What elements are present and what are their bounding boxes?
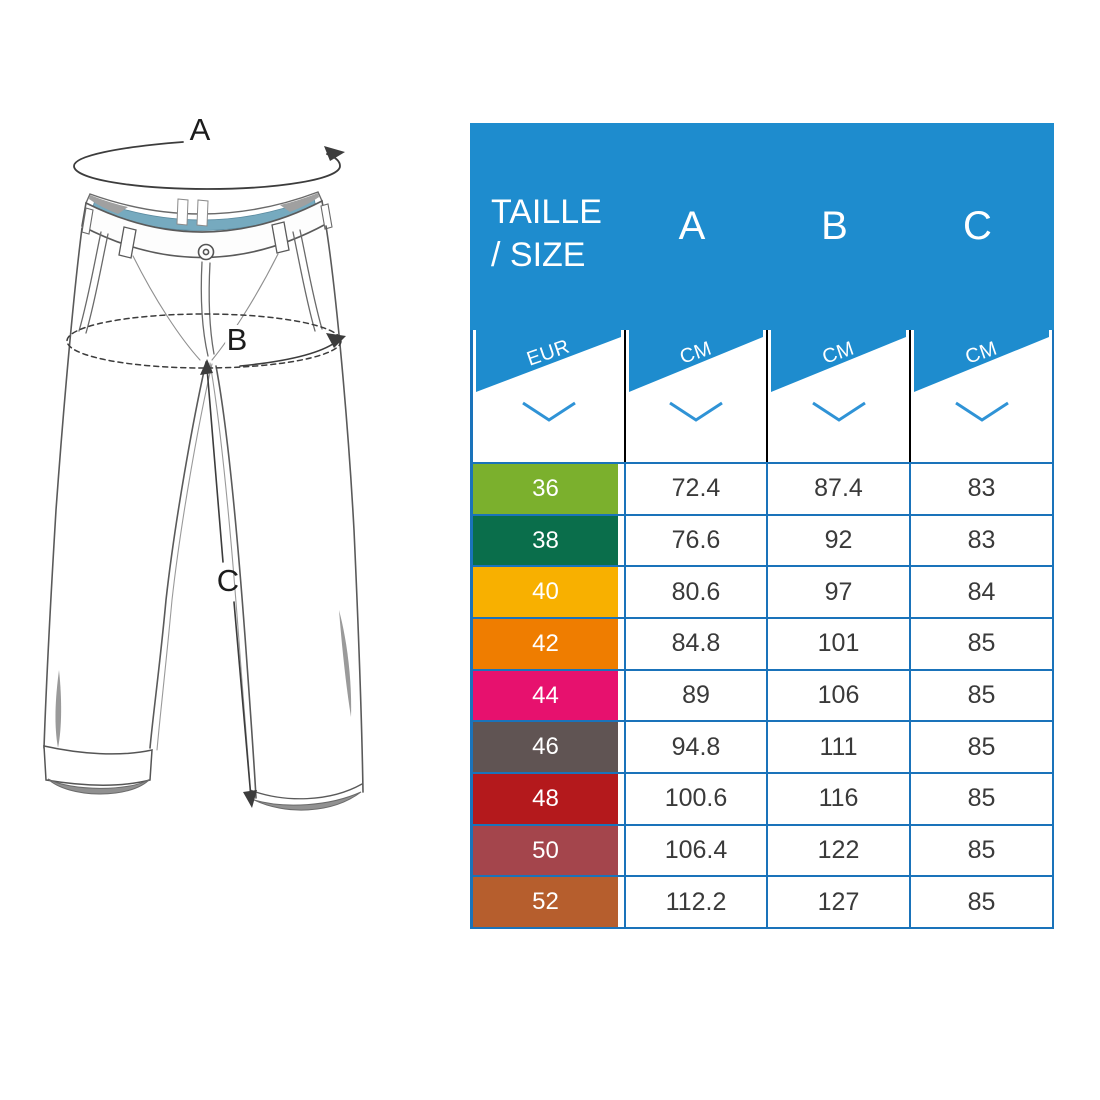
value-cell-a: 76.6 [624, 516, 766, 566]
table-grid [470, 330, 1054, 929]
table-row [473, 720, 1052, 772]
value-cell-c: 85 [909, 619, 1052, 669]
table-row [473, 617, 1052, 669]
unit-label: CM [962, 337, 1001, 369]
value-cell-a: 100.6 [624, 774, 766, 824]
size-color-swatch: 42 [473, 619, 618, 669]
value-cell-b: 106 [766, 671, 909, 721]
arrowhead-c-bottom [243, 790, 257, 808]
value-cell-c: 85 [909, 774, 1052, 824]
size-color-swatch: 46 [473, 722, 618, 772]
size-color-swatch: 48 [473, 774, 618, 824]
size-cell [473, 619, 624, 669]
column-header-a: A [678, 204, 706, 248]
value-cell-a: 84.8 [624, 619, 766, 669]
table-title [470, 123, 621, 330]
chevron-down-icon [954, 400, 1010, 424]
value-cell-b: 111 [766, 722, 909, 772]
value-cell-c: 83 [909, 516, 1052, 566]
value-cell-b: 87.4 [766, 464, 909, 514]
unit-label: CM [677, 337, 715, 369]
value-cell-a: 112.2 [624, 877, 766, 927]
chevron-down-icon [811, 400, 867, 424]
size-cell [473, 722, 624, 772]
table-row [473, 772, 1052, 824]
unit-label: CM [819, 337, 858, 369]
right-hem [250, 784, 362, 810]
value-cell-b: 97 [766, 567, 909, 617]
value-cell-a: 106.4 [624, 826, 766, 876]
chevron-down-icon [521, 400, 577, 424]
knee-crease [55, 670, 61, 748]
unit-cell-a [624, 330, 766, 462]
value-cell-a: 89 [624, 671, 766, 721]
value-cell-a: 94.8 [624, 722, 766, 772]
size-color-swatch: 52 [473, 877, 618, 927]
measurement-label-c: C [216, 563, 240, 598]
table-row [473, 462, 1052, 514]
size-cell [473, 567, 624, 617]
measurement-label-b: B [226, 322, 248, 357]
unit-cell-b [766, 330, 909, 462]
value-cell-a: 80.6 [624, 567, 766, 617]
size-cell [473, 671, 624, 721]
measurement-a-ellipse [74, 142, 345, 189]
measurement-b-ellipse [67, 314, 346, 368]
button [199, 245, 214, 260]
size-color-swatch: 44 [473, 671, 618, 721]
pants-technical-drawing [0, 0, 460, 1000]
size-cell [473, 826, 624, 876]
unit-cell-eur [473, 330, 624, 462]
table-row [473, 565, 1052, 617]
size-color-swatch: 36 [473, 464, 618, 514]
left-cuff [44, 746, 152, 794]
value-cell-c: 85 [909, 671, 1052, 721]
unit-row [473, 330, 1052, 462]
value-cell-a: 72.4 [624, 464, 766, 514]
fly-seams [133, 254, 278, 360]
size-cell [473, 464, 624, 514]
size-cell [473, 877, 624, 927]
column-header-b: B [821, 204, 848, 248]
value-cell-c: 85 [909, 722, 1052, 772]
value-cell-c: 84 [909, 567, 1052, 617]
size-cell [473, 774, 624, 824]
chevron-down-icon [668, 400, 724, 424]
size-table [470, 123, 1054, 929]
column-header-c: C [963, 204, 992, 248]
table-header [470, 123, 1054, 330]
table-row [473, 514, 1052, 566]
size-rows [473, 462, 1052, 927]
back-belt-loop [197, 200, 208, 226]
value-cell-b: 92 [766, 516, 909, 566]
table-row [473, 875, 1052, 927]
value-cell-c: 83 [909, 464, 1052, 514]
value-cell-b: 122 [766, 826, 909, 876]
value-cell-c: 85 [909, 877, 1052, 927]
table-title-line1: TAILLE [491, 192, 602, 231]
back-belt-loop [177, 199, 188, 225]
knee-crease [339, 610, 351, 717]
size-color-swatch: 38 [473, 516, 618, 566]
value-cell-b: 116 [766, 774, 909, 824]
size-color-swatch: 40 [473, 567, 618, 617]
size-color-swatch: 50 [473, 826, 618, 876]
measurement-label-a: A [189, 112, 211, 147]
table-row [473, 824, 1052, 876]
value-cell-c: 85 [909, 826, 1052, 876]
table-title-line2: / SIZE [491, 235, 586, 274]
unit-cell-c [909, 330, 1052, 462]
value-cell-b: 101 [766, 619, 909, 669]
table-row [473, 669, 1052, 721]
value-cell-b: 127 [766, 877, 909, 927]
size-cell [473, 516, 624, 566]
unit-label: EUR [524, 335, 573, 371]
